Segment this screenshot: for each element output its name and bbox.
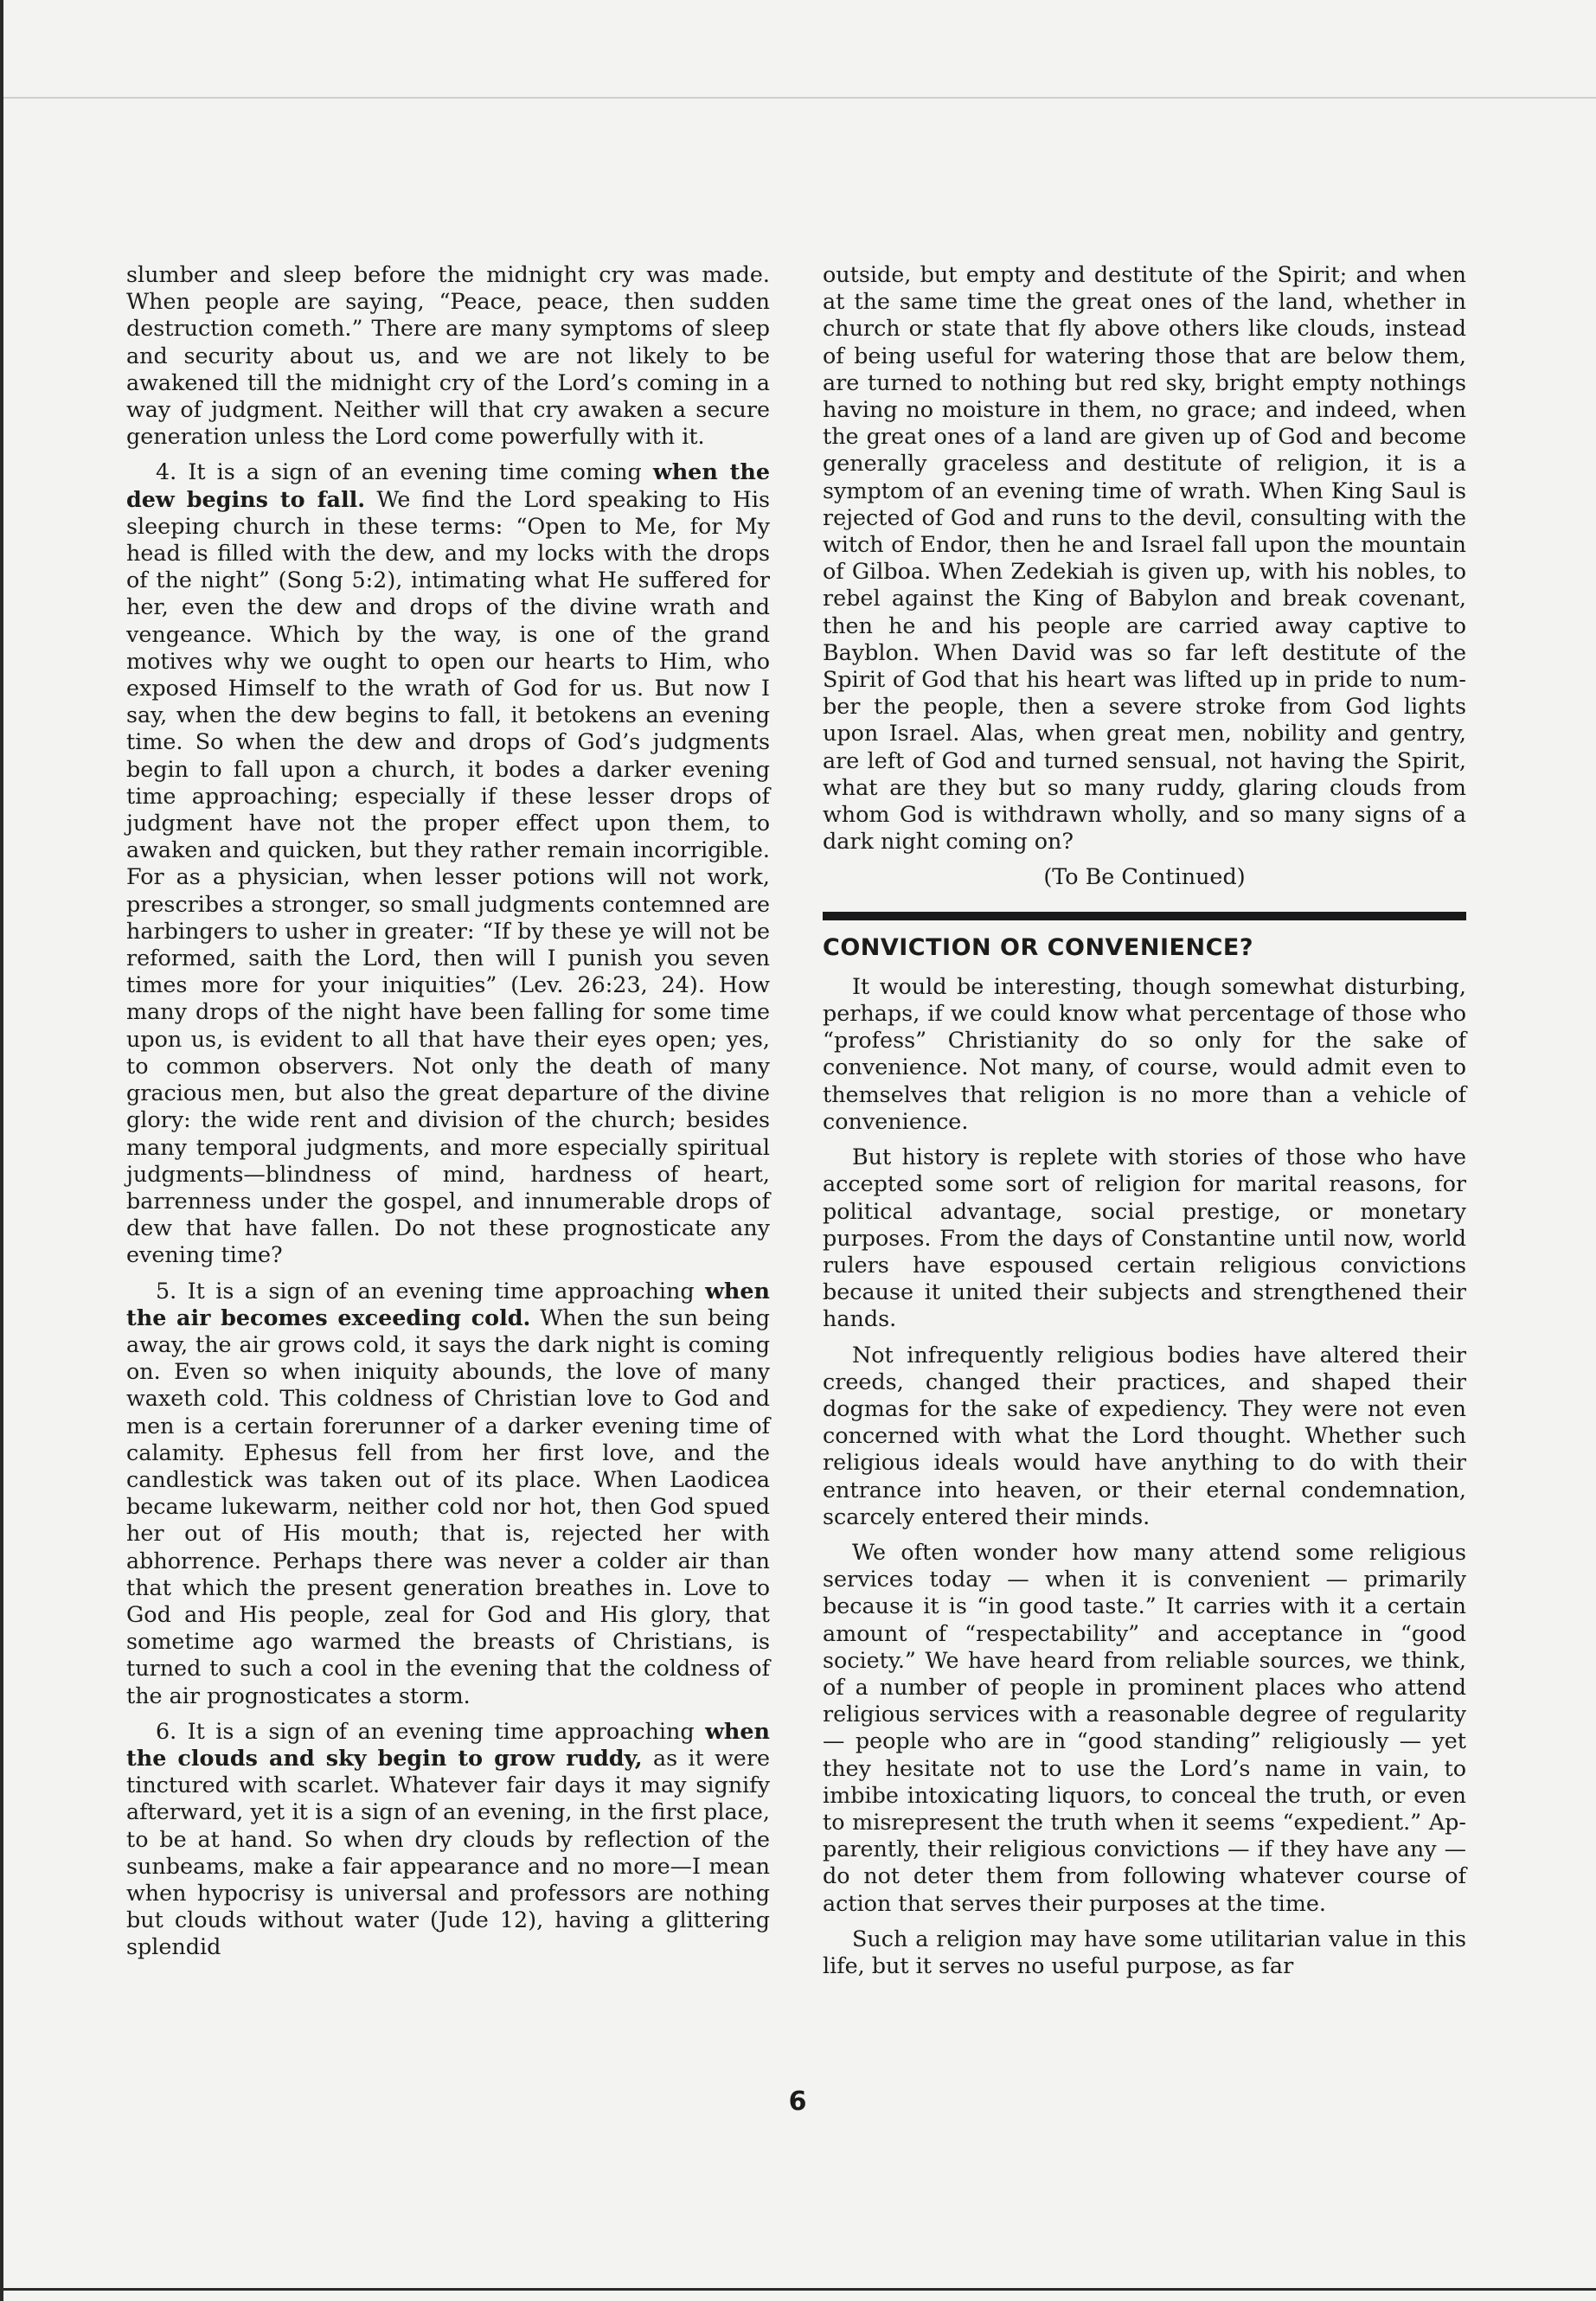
paragraph-text: 4. It is a sign of an evening time coming [156, 458, 653, 485]
top-rule [0, 97, 1596, 99]
article-heading: CONVICTION OR CONVENIENCE? [823, 933, 1253, 961]
right-paragraph-3: But history is replete with stories of those who have accepted some sort of religion for marital reasons, for political advantage, social prestige, or monetary purposes. From the days of Constantine until now, world rulers have espoused certain religious convictions because it united their subjects and strengthened their hands. [823, 1144, 1466, 1332]
paragraph-text: 5. It is a sign of an evening time approaching [156, 1277, 706, 1304]
paragraph-text: When the sun being away, the air grows cold, it says the dark night is coming on. Even so when iniquity abounds, the love of many waxeth cold. This coldness of Christian love to God and men is a certain forerunner of a darker evening time of calamity. Ephesus fell from her first love, and the candlestick was taken out of its place. When Laodicea became lukewarm, neither cold nor hot, then God spued her out of His mouth; that is, rejected her with abhorrence. Perhaps there was never a colder air than that which the present generation breathes in. Love to God and His people, zeal for God and His glory, that sometime ago warmed the breasts of Christians, is turned to such a cool in the evening that the coldness of the air prognosticates a storm. [126, 1304, 770, 1708]
right-paragraph-4: Not infrequently religious bodies have altered their creeds, changed their practices, and shaped their dogmas for the sake of expediency. They were not even concerned with what the Lord thought. Whether such religious ideals would have anything to do with their entrance into heaven, or their eternal condemnation, scarcely entered their minds. [823, 1341, 1466, 1529]
right-column [823, 261, 1466, 1988]
right-paragraph-5: We often wonder how many attend some religious services today — when it is convenient — primarily because it is “in good taste.” It carries with it a certain amount of “respectability” and acceptance in “good society.” We have heard from reliable sources, we think, of a number of people in prominent places who attend religious services with a reasonable degree of regularity — people who are in “good standing” religiously — yet they hesitate not to use the Lord’s name in vain, to imbibe intoxicating liquors, to conceal the truth, or even to misrepresent the truth when it seems “expedient.” Apparently, their religious convictions — if they have any — do not deter them from following whatever course of action that serves their purposes at the time. [823, 1538, 1466, 1916]
paragraph-text: 6. It is a sign of an evening time approaching [156, 1717, 706, 1744]
left-paragraph-2 [126, 458, 770, 1268]
left-paragraph-4 [126, 1718, 770, 1961]
emphasis-text: when the clouds and sky begin to grow ruddy, [126, 1717, 770, 1771]
section-divider [823, 912, 1466, 920]
left-paragraph-1: slumber and sleep before the midnight cry was made. When people are saying, “Peace, peace, then sudden destruction cometh.” There are many symptoms of sleep and security about us, and we are not likely to be awakened till the midnight cry of the Lord’s coming in a way of judgment. Neither will that cry awaken a secure generation unless the Lord come powerfully with it. [126, 261, 770, 450]
right-paragraph-2: It would be interesting, though somewhat disturbing, perhaps, if we could know what percentage of those who “profess” Christianity do so only for the sake of convenience. Not many, of course, would admit even to themselves that religion is no more than a vehicle of convenience. [823, 972, 1466, 1134]
emphasis-text: when the air becomes exceeding cold. [126, 1277, 770, 1330]
emphasis-text: when the dew begins to fall. [126, 458, 770, 512]
paragraph-text: as it were tinctured with scarlet. Whatever fair days it may signify afterward, yet it is a sign of an evening, in the first place, to be at hand. So when dry clouds by reflection of the sunbeams, make a fair appearance and no more—I mean when hypocrisy is universal and professors are nothing but clouds without water (Jude 12), having a glittering splendid [126, 1744, 770, 1960]
page-number: 6 [788, 2086, 807, 2117]
page-edge [0, 0, 3, 2301]
left-column [126, 261, 770, 1970]
right-paragraph-6: Such a religion may have some utilitarian value in this life, but it serves no useful purpose, as far [823, 1925, 1466, 1978]
to-be-continued: (To Be Continued) [1043, 863, 1246, 890]
right-paragraph-1: outside, but empty and destitute of the Spirit; and when at the same time the great ones of the land, whether in church or state that fly above others like clouds, instead of being useful for watering those that are below them, are turned to nothing but red sky, bright empty nothings having no moisture in them, no grace; and indeed, when the great ones of a land are given up of God and become generally graceless and destitute of religion, it is a symptom of an evening time of wrath. When King Saul is rejected of God and runs to the devil, consulting with the witch of Endor, then he and Israel fall upon the mountain of Gilboa. When Zedekiah is given up, with his nobles, to rebel against the King of Babylon and break covenant, then he and his people are carried away captive to Bayblon. When David was so far left destitute of the Spirit of God that his heart was lifted up in pride to number the people, then a severe stroke from God lights upon Israel. Alas, when great men, nobility and gentry, are left of God and turned sensual, not having the Spirit, what are they but so many ruddy, glaring clouds from whom God is withdrawn wholly, and so many signs of a dark night coming on? [823, 261, 1466, 855]
left-paragraph-3 [126, 1278, 770, 1709]
bottom-rule [0, 2288, 1596, 2291]
paragraph-text: We find the Lord speaking to His sleeping church in these terms: “Open to Me, for My head is filled with the dew, and my locks with the drops of the night” (Song 5:2), intimating what He suffered for her, even the dew and drops of the divine wrath and vengeance. Which by the way, is one of the grand motives why we ought to open our hearts to Him, who exposed Himself to the wrath of God for us. But now I say, when the dew begins to fall, it betokens an evening time. So when the dew and drops of God’s judgments begin to fall upon a church, it bodes a darker evening time approaching; especially if these lesser drops of judgment have not the proper effect upon them, to awaken and quicken, but they rather remain incorrigible. For as a physician, when lesser potions will not work, prescribes a stronger, so small judgments contemned are harbingers to usher in greater: “If by these ye will not be reformed, saith the Lord, then will I punish you seven times more for your iniquities” (Lev. 26:23, 24). How many drops of the night have been falling for some time upon us, is evident to all that have their eyes open; yes, to common observers. Not only the death of many gracious men, but also the great departure of the divine glory: the wide rent and division of the church; besides many temporal judgments, and more especially spiritual judgments—blindness of mind, hardness of heart, barrenness under the gospel, and innumerable drops of dew that have fallen. Do not these prognosticate any evening time? [126, 485, 770, 1268]
